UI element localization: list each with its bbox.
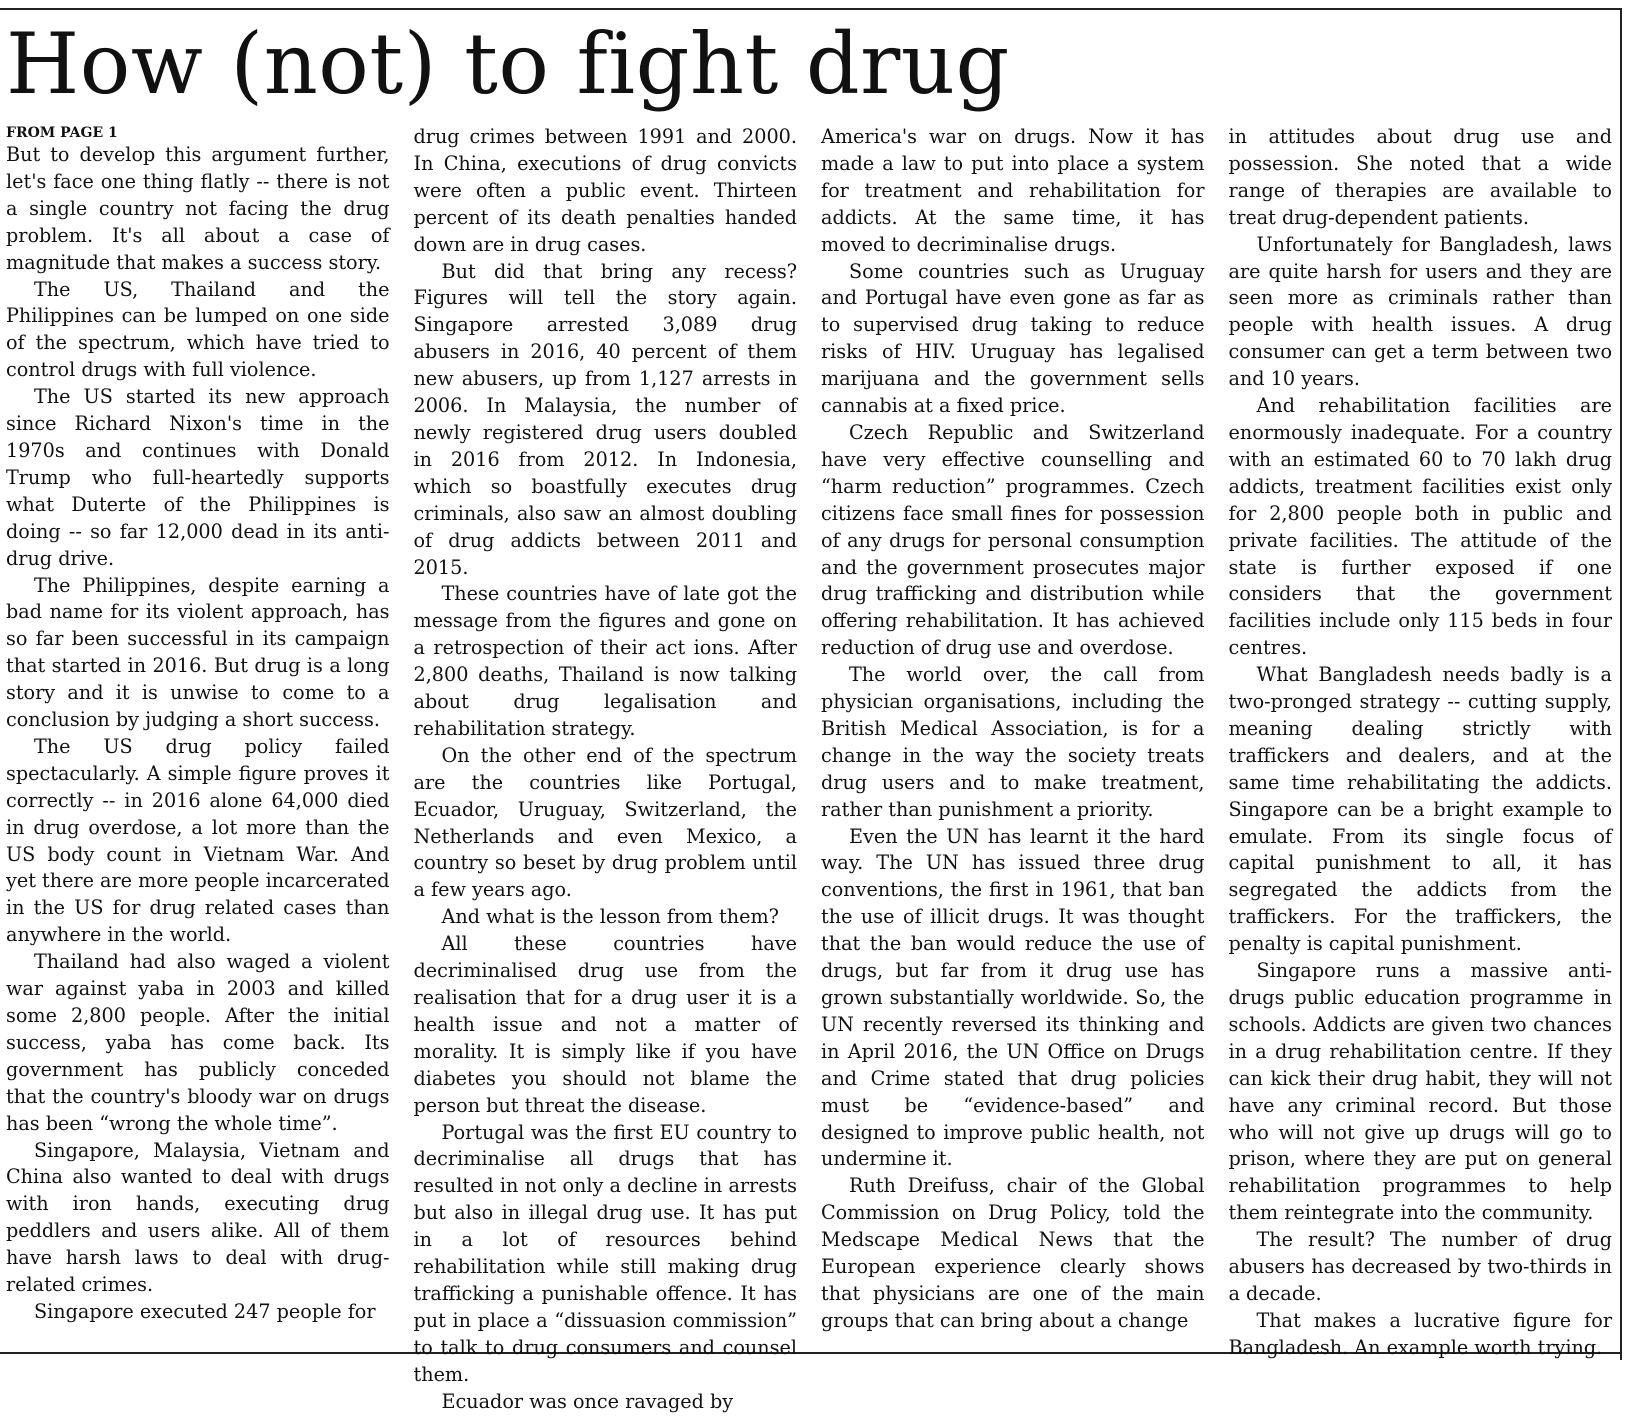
headline: How (not) to fight drug [6, 15, 1010, 113]
paragraph: The US drug policy failed spectacularly. A simple figure proves it correctly -- in 2016 alone 64,000 died in drug overdose, a lot more than the US body count in Vietnam War. And yet there are more people incarcerated in the US for drug related cases than anywhere in the world. [6, 734, 390, 947]
paragraph: America's war on drugs. Now it has made a law to put into place a system for treatment and rehabilitation for addicts. At the same time, it has moved to decriminalise drugs. [821, 125, 1205, 256]
paragraph: The world over, the call from physician organisations, including the British Medical Association, is for a change in the way the society treats drug users and to make treatment, rather than punishment a priority. [821, 663, 1205, 821]
paragraph: The US, Thailand and the Philippines can be lumped on one side of the spectrum, which have tried to control drugs with full violence. [6, 277, 390, 382]
column-3 [821, 124, 1205, 1348]
paragraph: The US started its new approach since Richard Nixon's time in the 1970s and continues with Donald Trump who full-heartedly supports what Duterte of the Philippines is doing -- so far 12,000 dead in its anti-drug drive. [6, 385, 390, 570]
paragraph: And what is the lesson from them? [441, 905, 779, 929]
paragraph: Ruth Dreifuss, chair of the Global Commission on Drug Policy, told the Medscape Medical News that the European experience clearly shows that physicians are one of the main groups that can bring about a change [821, 1174, 1205, 1332]
paragraph: Some countries such as Uruguay and Portugal have even gone as far as to supervised drug taking to reduce risks of HIV. Uruguay has legalised marijuana and the government sells cannabis at a fixed price. [821, 259, 1205, 418]
paragraph: And rehabilitation facilities are enormously inadequate. For a country with an estimated 60 to 70 lakh drug addicts, treatment facilities exist only for 2,800 people both in public and private facilities. The attitude of the state is further exposed if one considers that the government facilities include only 115 beds in four centres. [1228, 394, 1612, 660]
paragraph: These countries have of late got the message from the figures and gone on a retrospection of their act ions. After 2,800 deaths, Thailand is now talking about drug legalisation and rehabilitation strategy. [413, 582, 797, 740]
paragraph: Ecuador was once ravaged by [441, 1389, 734, 1413]
paragraph: The Philippines, despite earning a bad name for its violent approach, has so far been successful in its campaign that started in 2016. But drug is a long story and it is unwise to come to a conclusion by judging a short success. [6, 573, 390, 732]
column-2 [413, 124, 798, 1413]
column-4 [1228, 124, 1613, 1359]
paragraph: Czech Republic and Switzerland have very effective counselling and “harm reduction” programmes. Czech citizens face small fines for possession of any drugs for personal consumption and the government prosecutes major drug trafficking and distribution while offering rehabilitation. It has achieved reduction of drug use and overdose. [821, 420, 1205, 660]
paragraph: Singapore, Malaysia, Vietnam and China also wanted to deal with drugs with iron hands, executing drug peddlers and users alike. All of them have harsh laws to deal with drug-related crimes. [6, 1138, 390, 1297]
right-border-rule [1620, 8, 1622, 1360]
paragraph: Unfortunately for Bangladesh, laws are quite harsh for users and they are seen more as criminals rather than people with health issues. A drug consumer can get a term between two and 10 years. [1228, 232, 1612, 391]
paragraph: Portugal was the first EU country to decriminalise all drugs that has resulted in not only a decline in arrests but also in illegal drug use. It has put in a lot of resources behind rehabilitation while still making drug trafficking a punishable offence. It has put in place a “dissuasion commission” to talk to drug consumers and counsel them. [413, 1120, 797, 1386]
paragraph: Singapore executed 247 people for [34, 1299, 376, 1323]
paragraph: But to develop this argument further, let's face one thing flatly -- there is not a single country not facing the drug problem. It's all about a case of magnitude that makes a success story. [6, 143, 390, 274]
paragraph: All these countries have decriminalised drug use from the realisation that for a drug user it is a health issue and not a matter of morality. It is simply like if you have diabetes you should not blame the person but threat the disease. [413, 932, 797, 1117]
article-body [6, 124, 1612, 1413]
paragraph: But did that bring any recess? Figures will tell the story again. Singapore arrested 3,089 drug abusers in 2016, 40 percent of them new abusers, up from 1,127 arrests in 2006. In Malaysia, the number of newly registered drug users doubled in 2016 from 2012. In Indonesia, which so boastfully executes drug criminals, also saw an almost doubling of drug addicts between 2011 and 2015. [413, 259, 797, 579]
paragraph: That makes a lucrative figure for Bangladesh. An example worth trying. [1228, 1308, 1612, 1359]
paragraph: Thailand had also waged a violent war against yaba in 2003 and killed some 2,800 people. After the initial success, yaba has come back. Its government has publicly conceded that the country's bloody war on drugs has been “wrong the whole time”. [6, 950, 390, 1135]
top-border-rule [0, 8, 1620, 10]
paragraph: On the other end of the spectrum are the countries like Portugal, Ecuador, Uruguay, Switzerland, the Netherlands and even Mexico, a country so beset by drug problem until a few years ago. [413, 743, 797, 902]
from-page-label: FROM PAGE 1 [6, 125, 118, 141]
paragraph: Singapore runs a massive anti-drugs public education programme in schools. Addicts are given two chances in a drug rehabilitation centre. If they can kick their drug habit, they will not have any criminal record. But those who will not give up drugs will go to prison, where they are put on general rehabilitation programmes to help them reintegrate into the community. [1228, 959, 1612, 1225]
column-1 [6, 124, 390, 1348]
paragraph: in attitudes about drug use and possession. She noted that a wide range of therapies are available to treat drug-dependent patients. [1228, 125, 1612, 229]
paragraph: What Bangladesh needs badly is a two-pronged strategy -- cutting supply, meaning dealing strictly with traffickers and dealers, and at the same time rehabilitating the addicts. Singapore can be a bright example to emulate. From its single focus of capital punishment to all, it has segregated the addicts from the traffickers. For the traffickers, the penalty is capital punishment. [1228, 663, 1612, 956]
paragraph: The result? The number of drug abusers has decreased by two-thirds in a decade. [1228, 1228, 1612, 1305]
paragraph: Even the UN has learnt it the hard way. The UN has issued three drug conventions, the first in 1961, that ban the use of illicit drugs. It was thought that the ban would reduce the use of drugs, but far from it drug use has grown substantially worldwide. So, the UN recently reversed its thinking and in April 2016, the UN Office on Drugs and Crime stated that drug policies must be “evidence-based” and designed to improve public health, not undermine it. [821, 824, 1205, 1171]
paragraph: drug crimes between 1991 and 2000. In China, executions of drug convicts were often a public event. Thirteen percent of its death penalties handed down are in drug cases. [413, 125, 797, 256]
